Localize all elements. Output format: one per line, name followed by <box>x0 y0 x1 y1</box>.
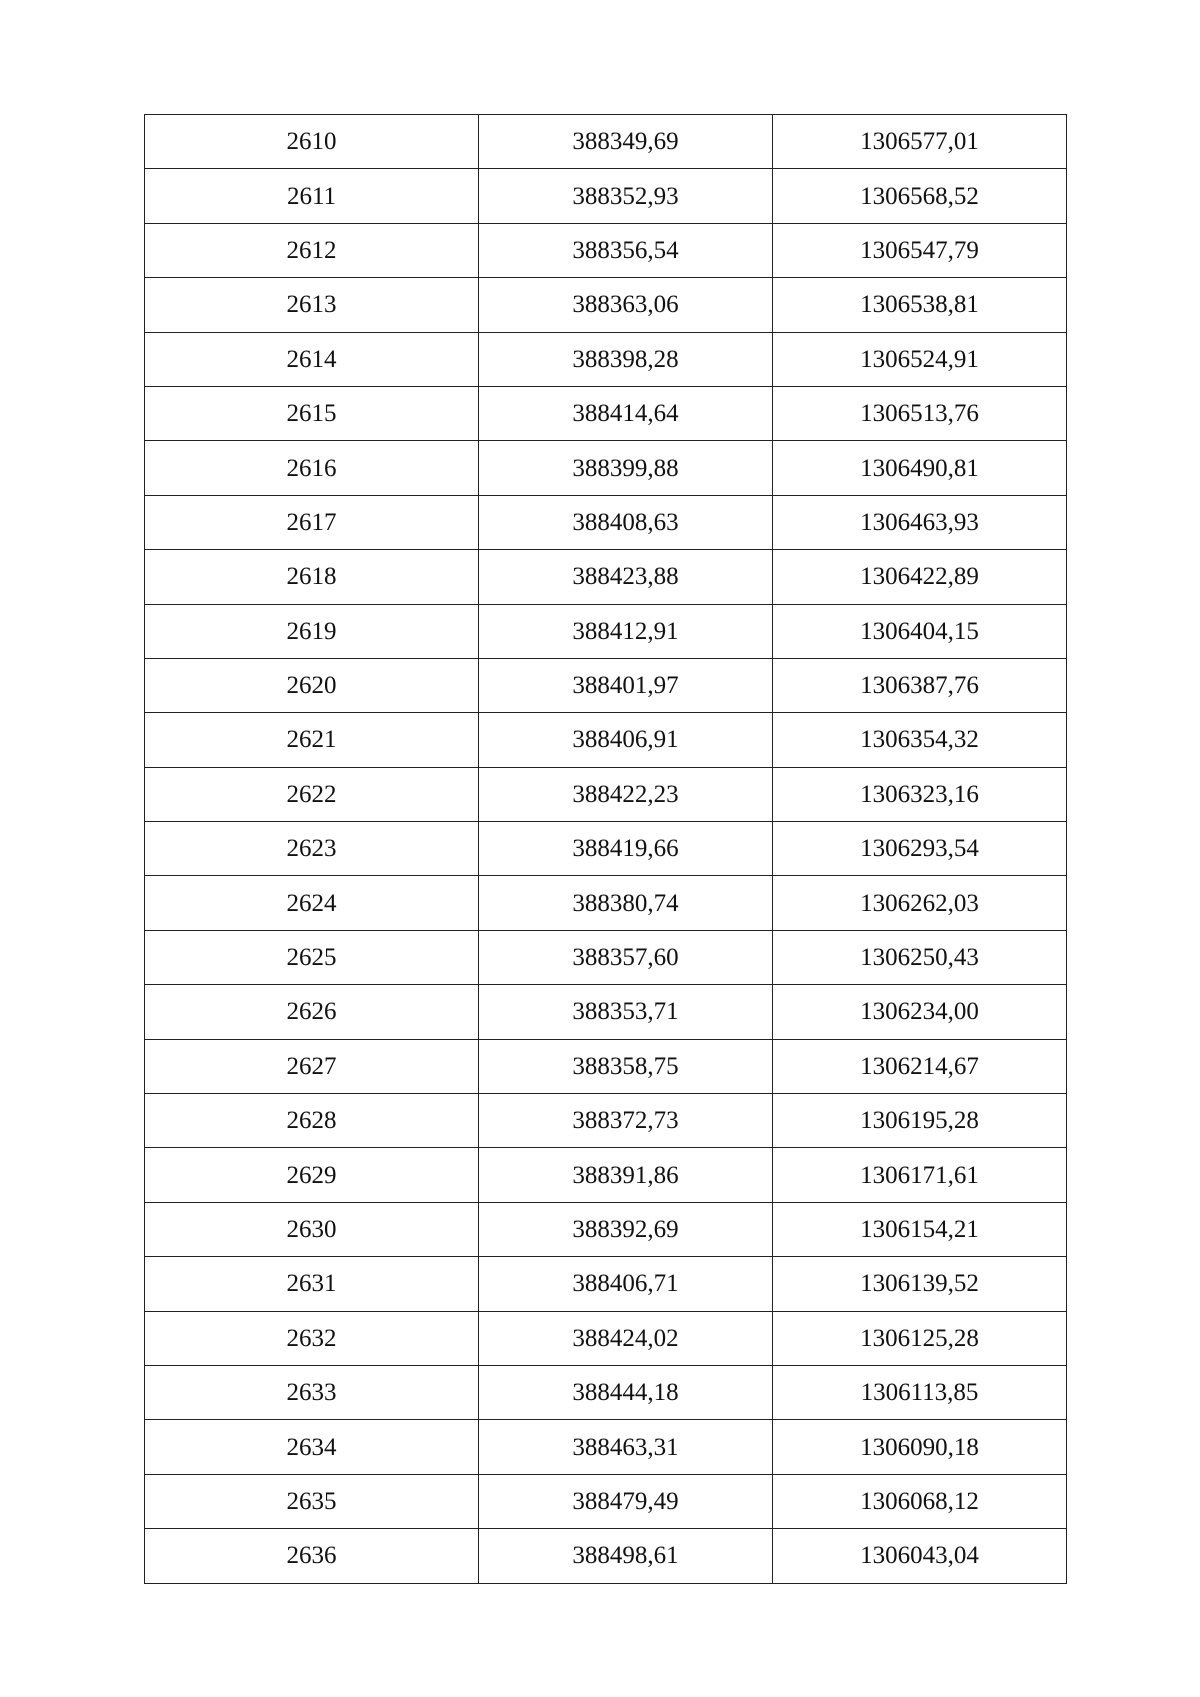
table-row <box>145 1148 1067 1202</box>
x-coordinate-cell: 388357,60 <box>479 930 773 984</box>
point-number-cell: 2627 <box>145 1039 479 1093</box>
y-coordinate-cell: 1306547,79 <box>773 223 1067 277</box>
table-row <box>145 1039 1067 1093</box>
x-coordinate-cell: 388356,54 <box>479 223 773 277</box>
x-coordinate-cell: 388414,64 <box>479 386 773 440</box>
table-row <box>145 1474 1067 1528</box>
point-number-cell: 2623 <box>145 822 479 876</box>
point-number-cell: 2611 <box>145 169 479 223</box>
x-coordinate-cell: 388498,61 <box>479 1529 773 1583</box>
table-row <box>145 1529 1067 1583</box>
x-coordinate-cell: 388412,91 <box>479 604 773 658</box>
point-number-cell: 2633 <box>145 1365 479 1419</box>
table-row <box>145 386 1067 440</box>
table-row <box>145 169 1067 223</box>
x-coordinate-cell: 388419,66 <box>479 822 773 876</box>
x-coordinate-cell: 388406,91 <box>479 713 773 767</box>
x-coordinate-cell: 388398,28 <box>479 332 773 386</box>
point-number-cell: 2621 <box>145 713 479 767</box>
table-row <box>145 278 1067 332</box>
y-coordinate-cell: 1306524,91 <box>773 332 1067 386</box>
table-row <box>145 713 1067 767</box>
point-number-cell: 2632 <box>145 1311 479 1365</box>
y-coordinate-cell: 1306568,52 <box>773 169 1067 223</box>
y-coordinate-cell: 1306293,54 <box>773 822 1067 876</box>
y-coordinate-cell: 1306139,52 <box>773 1257 1067 1311</box>
table-row <box>145 1420 1067 1474</box>
table-row <box>145 658 1067 712</box>
x-coordinate-cell: 388408,63 <box>479 495 773 549</box>
point-number-cell: 2629 <box>145 1148 479 1202</box>
y-coordinate-cell: 1306404,15 <box>773 604 1067 658</box>
x-coordinate-cell: 388479,49 <box>479 1474 773 1528</box>
point-number-cell: 2616 <box>145 441 479 495</box>
y-coordinate-cell: 1306068,12 <box>773 1474 1067 1528</box>
point-number-cell: 2614 <box>145 332 479 386</box>
table-row <box>145 604 1067 658</box>
y-coordinate-cell: 1306538,81 <box>773 278 1067 332</box>
x-coordinate-cell: 388353,71 <box>479 985 773 1039</box>
point-number-cell: 2613 <box>145 278 479 332</box>
y-coordinate-cell: 1306043,04 <box>773 1529 1067 1583</box>
point-number-cell: 2635 <box>145 1474 479 1528</box>
table-row <box>145 985 1067 1039</box>
point-number-cell: 2624 <box>145 876 479 930</box>
x-coordinate-cell: 388349,69 <box>479 115 773 169</box>
point-number-cell: 2625 <box>145 930 479 984</box>
table-row <box>145 767 1067 821</box>
y-coordinate-cell: 1306354,32 <box>773 713 1067 767</box>
x-coordinate-cell: 388372,73 <box>479 1094 773 1148</box>
table-row <box>145 1311 1067 1365</box>
coordinates-table <box>144 114 1067 1584</box>
coordinates-table-body <box>145 115 1067 1584</box>
y-coordinate-cell: 1306154,21 <box>773 1202 1067 1256</box>
y-coordinate-cell: 1306513,76 <box>773 386 1067 440</box>
table-row <box>145 1365 1067 1419</box>
y-coordinate-cell: 1306234,00 <box>773 985 1067 1039</box>
table-row <box>145 1094 1067 1148</box>
point-number-cell: 2636 <box>145 1529 479 1583</box>
point-number-cell: 2634 <box>145 1420 479 1474</box>
point-number-cell: 2615 <box>145 386 479 440</box>
x-coordinate-cell: 388399,88 <box>479 441 773 495</box>
y-coordinate-cell: 1306214,67 <box>773 1039 1067 1093</box>
point-number-cell: 2620 <box>145 658 479 712</box>
table-row <box>145 223 1067 277</box>
table-row <box>145 876 1067 930</box>
x-coordinate-cell: 388423,88 <box>479 550 773 604</box>
x-coordinate-cell: 388422,23 <box>479 767 773 821</box>
y-coordinate-cell: 1306463,93 <box>773 495 1067 549</box>
table-row <box>145 115 1067 169</box>
x-coordinate-cell: 388380,74 <box>479 876 773 930</box>
y-coordinate-cell: 1306422,89 <box>773 550 1067 604</box>
table-row <box>145 441 1067 495</box>
x-coordinate-cell: 388424,02 <box>479 1311 773 1365</box>
y-coordinate-cell: 1306387,76 <box>773 658 1067 712</box>
y-coordinate-cell: 1306250,43 <box>773 930 1067 984</box>
point-number-cell: 2628 <box>145 1094 479 1148</box>
y-coordinate-cell: 1306090,18 <box>773 1420 1067 1474</box>
point-number-cell: 2630 <box>145 1202 479 1256</box>
point-number-cell: 2617 <box>145 495 479 549</box>
point-number-cell: 2622 <box>145 767 479 821</box>
x-coordinate-cell: 388406,71 <box>479 1257 773 1311</box>
y-coordinate-cell: 1306262,03 <box>773 876 1067 930</box>
table-row <box>145 495 1067 549</box>
table-row <box>145 332 1067 386</box>
table-row <box>145 550 1067 604</box>
y-coordinate-cell: 1306125,28 <box>773 1311 1067 1365</box>
x-coordinate-cell: 388391,86 <box>479 1148 773 1202</box>
y-coordinate-cell: 1306490,81 <box>773 441 1067 495</box>
table-row <box>145 822 1067 876</box>
table-row <box>145 1202 1067 1256</box>
x-coordinate-cell: 388358,75 <box>479 1039 773 1093</box>
y-coordinate-cell: 1306195,28 <box>773 1094 1067 1148</box>
y-coordinate-cell: 1306577,01 <box>773 115 1067 169</box>
point-number-cell: 2610 <box>145 115 479 169</box>
point-number-cell: 2618 <box>145 550 479 604</box>
point-number-cell: 2612 <box>145 223 479 277</box>
point-number-cell: 2619 <box>145 604 479 658</box>
y-coordinate-cell: 1306113,85 <box>773 1365 1067 1419</box>
x-coordinate-cell: 388444,18 <box>479 1365 773 1419</box>
x-coordinate-cell: 388352,93 <box>479 169 773 223</box>
x-coordinate-cell: 388463,31 <box>479 1420 773 1474</box>
table-row <box>145 1257 1067 1311</box>
point-number-cell: 2631 <box>145 1257 479 1311</box>
point-number-cell: 2626 <box>145 985 479 1039</box>
x-coordinate-cell: 388363,06 <box>479 278 773 332</box>
table-row <box>145 930 1067 984</box>
y-coordinate-cell: 1306171,61 <box>773 1148 1067 1202</box>
x-coordinate-cell: 388392,69 <box>479 1202 773 1256</box>
y-coordinate-cell: 1306323,16 <box>773 767 1067 821</box>
x-coordinate-cell: 388401,97 <box>479 658 773 712</box>
